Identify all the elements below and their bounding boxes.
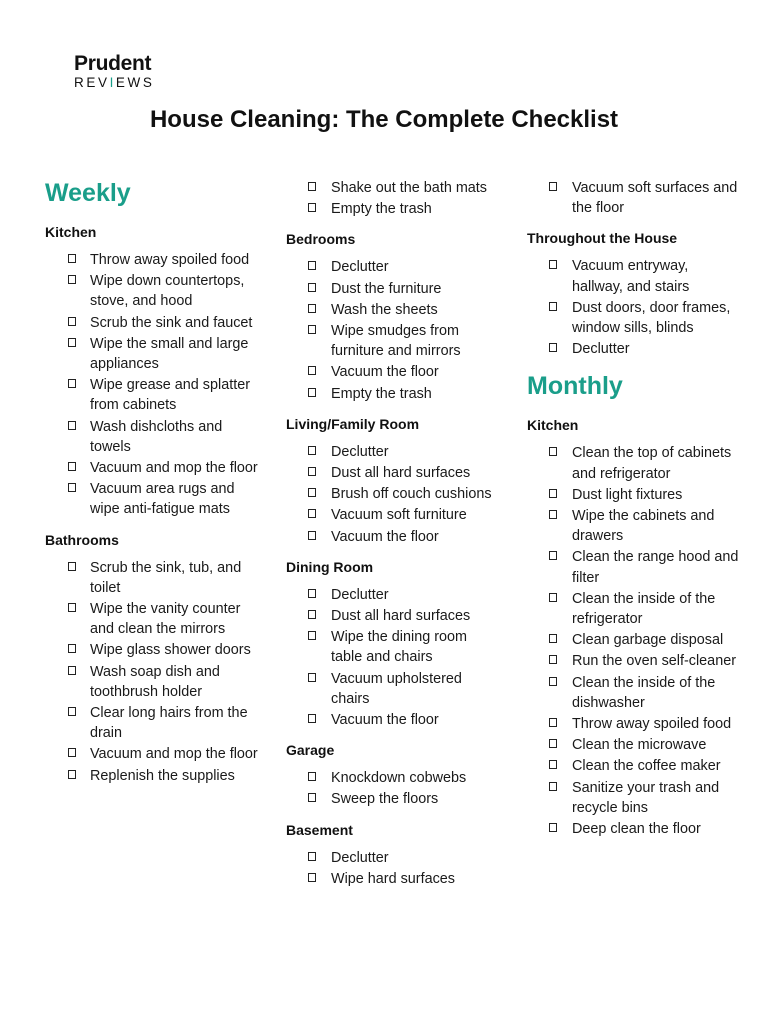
section-title-kitchen-monthly: Kitchen [527,417,579,434]
section-title-basement: Basement [286,821,353,838]
checklist-item[interactable]: Vacuum area rugs and wipe anti-fatigue mats [45,479,260,519]
checklist-item[interactable]: Clean the range hood and filter [527,547,742,587]
checklist-item[interactable]: Clean the inside of the refrigerator [527,589,742,629]
checklist-item[interactable]: Vacuum the floor [286,710,501,730]
checkbox-icon[interactable] [308,388,316,397]
checklist-item[interactable]: Knockdown cobwebs [286,768,501,788]
checklist-item[interactable]: Declutter [286,442,501,462]
checklist-garage [286,768,501,809]
page-title: House Cleaning: The Complete Checklist [149,106,619,133]
checklist-item[interactable]: Vacuum upholstered chairs [286,669,501,709]
checklist-item[interactable]: Throw away spoiled food [527,714,742,734]
checkbox-icon[interactable] [308,325,316,334]
checkbox-icon[interactable] [549,447,557,456]
column-2 [286,178,501,899]
checklist-item[interactable]: Sanitize your trash and recycle bins [527,778,742,818]
checkbox-icon[interactable] [549,302,557,311]
checklist-item[interactable]: Dust light fixtures [527,485,742,505]
checkbox-icon[interactable] [308,610,316,619]
checkbox-icon[interactable] [549,634,557,643]
checklist-throughout-house [527,256,742,359]
checklist-item[interactable]: Scrub the sink, tub, and toilet [45,558,260,598]
checklist-item[interactable]: Deep clean the floor [527,819,742,839]
checklist-item[interactable]: Dust all hard surfaces [286,463,501,483]
checkbox-icon[interactable] [308,488,316,497]
checklist-bathrooms-continued [286,178,501,219]
checkbox-icon[interactable] [549,782,557,791]
prudent-reviews-logo [74,53,154,90]
checklist-item[interactable]: Clean the inside of the dishwasher [527,673,742,713]
checkbox-icon[interactable] [308,589,316,598]
checkbox-icon[interactable] [68,379,76,388]
checkbox-icon[interactable] [68,666,76,675]
checklist-item[interactable]: Wipe smudges from furniture and mirrors [286,321,501,361]
section-title-dining-room: Dining Room [286,558,374,575]
checklist-item[interactable]: Declutter [286,585,501,605]
checklist-item[interactable]: Vacuum the floor [286,362,501,382]
checkbox-icon[interactable] [308,366,316,375]
checklist-item[interactable]: Wipe the dining room table and chairs [286,627,501,667]
checklist-item[interactable]: Vacuum and mop the floor [45,458,260,478]
checklist-living-room [286,442,501,547]
checkbox-icon[interactable] [68,462,76,471]
checklist-item[interactable]: Clean garbage disposal [527,630,742,650]
checklist-item[interactable]: Clean the microwave [527,735,742,755]
checkbox-icon[interactable] [549,551,557,560]
checklist-item[interactable]: Dust the furniture [286,279,501,299]
checklist-bathrooms [45,558,260,786]
checklist-item[interactable]: Vacuum the floor [286,527,501,547]
checklist-item[interactable]: Clean the coffee maker [527,756,742,776]
checklist-kitchen-monthly [527,443,742,839]
checkbox-icon[interactable] [308,714,316,723]
checkbox-icon[interactable] [68,562,76,571]
checkbox-icon[interactable] [308,673,316,682]
checklist-item[interactable]: Scrub the sink and faucet [45,313,260,333]
checkbox-icon[interactable] [549,677,557,686]
checklist-item[interactable]: Vacuum and mop the floor [45,744,260,764]
checklist-item[interactable]: Wipe glass shower doors [45,640,260,660]
checklist-dining-room [286,585,501,730]
checkbox-icon[interactable] [308,182,316,191]
checklist-bedrooms [286,257,501,403]
checklist-item[interactable]: Wipe grease and splatter from cabinets [45,375,260,415]
checkbox-icon[interactable] [549,182,557,191]
checkbox-icon[interactable] [308,261,316,270]
checklist-basement-continued [527,178,742,218]
checklist-item[interactable]: Sweep the floors [286,789,501,809]
checkbox-icon[interactable] [549,760,557,769]
checklist-item[interactable]: Throw away spoiled food [45,250,260,270]
checkbox-icon[interactable] [308,531,316,540]
section-title-living-room: Living/Family Room [286,415,420,432]
checkbox-icon[interactable] [68,707,76,716]
checklist-item[interactable]: Wipe the cabinets and drawers [527,506,742,546]
checkbox-icon[interactable] [549,489,557,498]
checklist-item[interactable]: Wipe the vanity counter and clean the mirrors [45,599,260,639]
checkbox-icon[interactable] [68,483,76,492]
checkbox-icon[interactable] [549,343,557,352]
checklist-item[interactable]: Empty the trash [286,384,501,404]
checklist-basement [286,848,501,889]
checkbox-icon[interactable] [308,446,316,455]
checkbox-icon[interactable] [549,593,557,602]
checkbox-icon[interactable] [549,510,557,519]
section-title-kitchen: Kitchen [45,224,97,240]
section-title-garage: Garage [286,742,335,759]
checkbox-icon[interactable] [549,655,557,664]
checklist-item[interactable]: Brush off couch cushions [286,484,501,504]
checkbox-icon[interactable] [308,852,316,861]
column-3 [527,178,742,849]
checkbox-icon[interactable] [68,317,76,326]
checklist-item[interactable]: Vacuum entryway, hallway, and stairs [527,256,742,296]
column-1 [45,176,260,796]
section-title-bathrooms: Bathrooms [45,531,119,548]
checklist-item[interactable]: Wash dishcloths and towels [45,417,260,457]
checkbox-icon[interactable] [549,823,557,832]
checklist-item[interactable]: Declutter [286,257,501,277]
checklist-item[interactable]: Shake out the bath mats [286,178,501,198]
section-title-throughout-house: Throughout the House [527,230,678,247]
checkbox-icon[interactable] [68,644,76,653]
checklist-item[interactable]: Dust doors, door frames, window sills, blinds [527,298,742,338]
checkbox-icon[interactable] [68,770,76,779]
checklist-item[interactable]: Run the oven self-cleaner [527,651,742,671]
checklist-item[interactable]: Declutter [527,339,742,359]
checklist-kitchen-weekly [45,250,260,520]
checkbox-icon[interactable] [308,772,316,781]
weekly-heading: Weekly [45,179,131,207]
logo-line-2: REVIEWS [74,75,155,90]
checklist-item[interactable]: Declutter [286,848,501,868]
checkbox-icon[interactable] [308,467,316,476]
checkbox-icon[interactable] [68,603,76,612]
checklist-item[interactable]: Wipe hard surfaces [286,869,501,889]
checklist-item[interactable]: Clean the top of cabinets and refrigerator [527,443,742,483]
checkbox-icon[interactable] [308,304,316,313]
checklist-item[interactable]: Empty the trash [286,199,501,219]
logo-line-1: Prudent [74,52,152,75]
checklist-item[interactable]: Wash soap dish and toothbrush holder [45,662,260,702]
checkbox-icon[interactable] [549,718,557,727]
checkbox-icon[interactable] [549,260,557,269]
checkbox-icon[interactable] [68,748,76,757]
checklist-item[interactable]: Wipe down countertops, stove, and hood [45,271,260,311]
checkbox-icon[interactable] [308,509,316,518]
checkbox-icon[interactable] [549,739,557,748]
checklist-item[interactable]: Wipe the small and large appliances [45,334,260,374]
checkbox-icon[interactable] [308,631,316,640]
section-title-bedrooms: Bedrooms [286,231,356,248]
checkbox-icon[interactable] [68,338,76,347]
monthly-heading: Monthly [527,372,623,401]
checkbox-icon[interactable] [308,793,316,802]
checklist-item[interactable]: Vacuum soft surfaces and the floor [527,178,742,218]
checkbox-icon[interactable] [68,421,76,430]
checkbox-icon[interactable] [68,254,76,263]
checkbox-icon[interactable] [68,275,76,284]
checklist-item[interactable]: Clear long hairs from the drain [45,703,260,743]
checkbox-icon[interactable] [308,873,316,882]
checklist-item[interactable]: Wash the sheets [286,300,501,320]
checklist-item[interactable]: Vacuum soft furniture [286,505,501,525]
checkbox-icon[interactable] [308,203,316,212]
checklist-item[interactable]: Replenish the supplies [45,766,260,786]
checklist-item[interactable]: Dust all hard surfaces [286,606,501,626]
checkbox-icon[interactable] [308,283,316,292]
